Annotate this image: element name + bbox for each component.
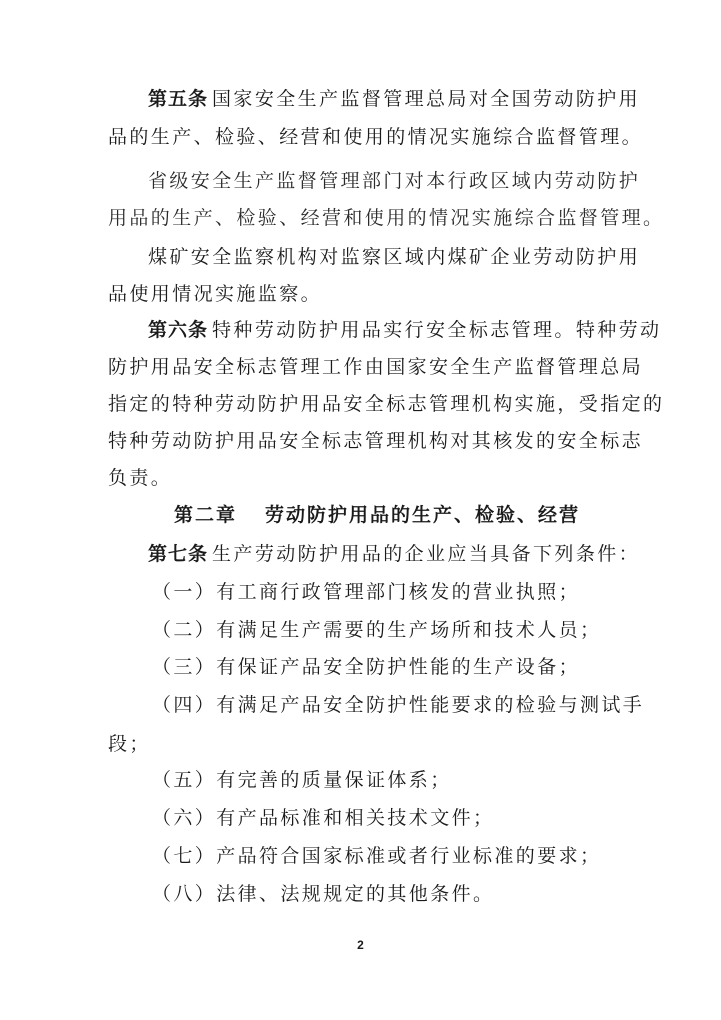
article-7-text-1: 生产劳动防护用品的企业应当具备下列条件：	[212, 543, 641, 565]
condition-item-1: （一）有工商行政管理部门核发的营业执照；	[152, 581, 581, 603]
article-7-heading: 第七条	[148, 543, 209, 565]
article-5-para-3-line-1: 煤矿安全监察机构对监察区域内煤矿企业劳动防护用	[148, 246, 641, 268]
article-5-para-2-line-2: 用品的生产、检验、经营和使用的情况实施综合监督管理。	[108, 207, 665, 229]
article-5-line-1	[148, 86, 641, 112]
condition-item-5: （五）有完善的质量保证体系；	[152, 769, 452, 791]
condition-item-8: （八）法律、法规规定的其他条件。	[152, 883, 495, 905]
chapter-number: 第二章	[174, 504, 238, 526]
article-5-para-2-line-1: 省级安全生产监督管理部门对本行政区域内劳动防护	[148, 170, 641, 192]
article-5-line-2: 品的生产、检验、经营和使用的情况实施综合监督管理。	[108, 126, 644, 148]
article-6-line-1	[148, 317, 662, 343]
article-5-text-1: 国家安全生产监督管理总局对全国劳动防护用	[212, 88, 641, 110]
article-6-heading: 第六条	[148, 319, 209, 341]
article-6-line-2: 防护用品安全标志管理工作由国家安全生产监督管理总局	[108, 356, 644, 378]
condition-item-3: （三）有保证产品安全防护性能的生产设备；	[152, 656, 581, 678]
chapter-heading	[174, 502, 580, 528]
condition-item-4: （四）有满足产品安全防护性能要求的检验与测试手	[152, 694, 645, 716]
condition-item-4-continued: 段；	[108, 733, 151, 755]
article-6-line-4: 特种劳动防护用品安全标志管理机构对其核发的安全标志	[108, 430, 644, 452]
article-5-heading: 第五条	[148, 88, 209, 110]
page-number: 2	[357, 938, 364, 952]
article-6-text-1: 特种劳动防护用品实行安全标志管理。特种劳动	[212, 319, 662, 341]
article-7-line-1	[148, 541, 641, 567]
article-6-line-3: 指定的特种劳动防护用品安全标志管理机构实施，受指定的	[108, 393, 665, 415]
chapter-title: 劳动防护用品的生产、检验、经营	[265, 504, 581, 526]
condition-item-7: （七）产品符合国家标准或者行业标准的要求；	[152, 845, 602, 867]
article-6-line-5: 负责。	[108, 467, 173, 489]
article-5-para-3-line-2: 品使用情况实施监察。	[108, 283, 323, 305]
condition-item-6: （六）有产品标准和相关技术文件；	[152, 807, 495, 829]
condition-item-2: （二）有满足生产需要的生产场所和技术人员；	[152, 619, 602, 641]
